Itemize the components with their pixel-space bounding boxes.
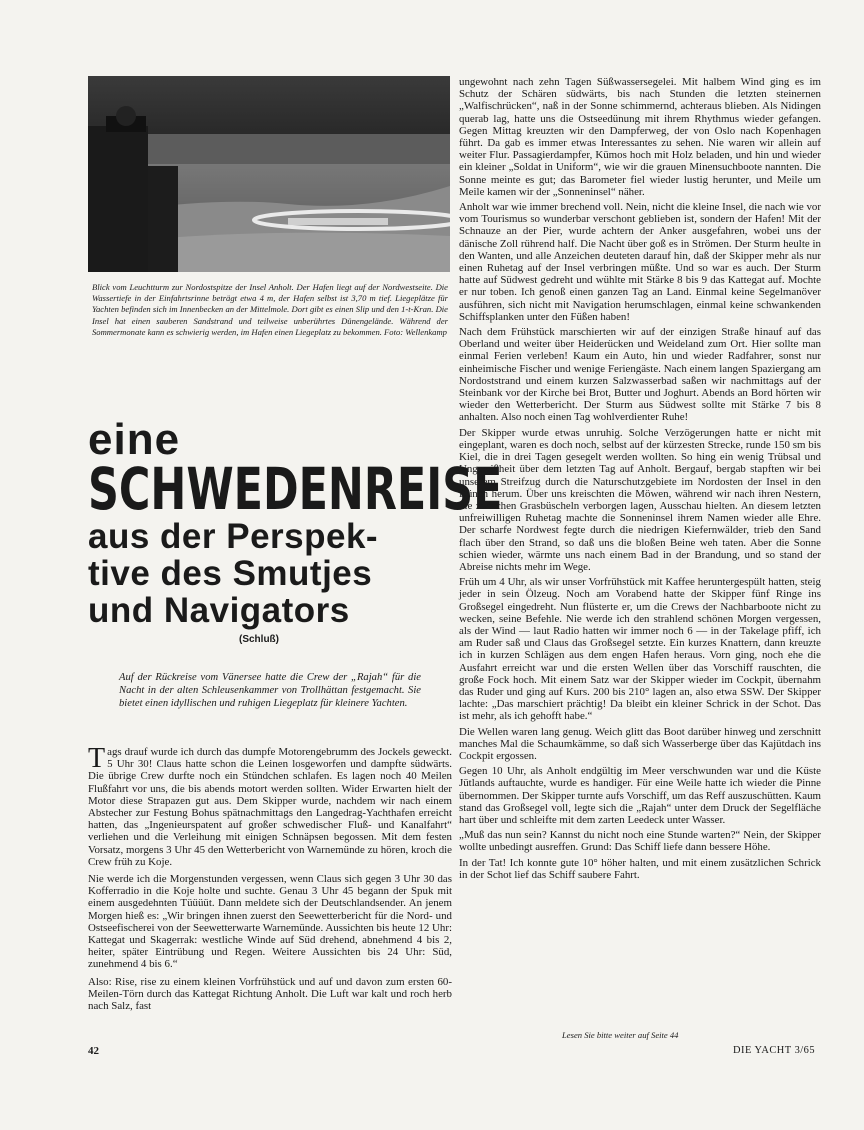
right-column: [459, 76, 821, 884]
photo-illustration: [88, 76, 450, 272]
left-body: [88, 743, 452, 1017]
paragraph: Also: Rise, rise zu einem kleinen Vorfrühstück und auf und davon zum ersten 60-Meilen-Törn durch das Kattegat Richtung Anholt. Die Luft war kalt und roch herb nach Salz, fast: [88, 975, 452, 1013]
title-line-4: tive des Smutjes: [88, 554, 373, 593]
paragraph: Anholt war wie immer brechend voll. Nein, nicht die kleine Insel, die nach wie vor vom Tourismus so wunderbar verschont geblieben ist, sondern der Hafen! Mit der Schnauze an der Pier, wurde achtern der Anker ausgefahren, wobei uns der dänische Zoll rührend half. Die Nacht über goß es in Strömen. Der Sturm heulte in den Wanten, und alle Anzeichen deuteten darauf hin, daß der Skipper mehr als nur einen Ruhetag auf der Insel verbringen müßte. Und so war es auch. Der Sturm hatte auf Südwest gedreht und wühlte mit Stärke 8 bis 9 das Kattegat auf. Mochte er nur toben. Ich genoß einen ganzen Tag an Land. Einmal keine Segelmanöver ausführen, sich nicht mit Navigation herumschlagen, einmal keine schwankenden Schiffsplanken unter den Füßen haben!: [459, 201, 822, 323]
paragraph: Die Wellen waren lang genug. Weich glitt das Boot darüber hinweg und zerschnitt manches Mal die Schaumkämme, so daß sich Wasserberge über das Kajütdach ins Cockpit ergossen.: [459, 725, 821, 762]
paragraph: Früh um 4 Uhr, als wir unser Vorfrühstück mit Kaffee heruntergespült hatten, steig jeder in sein Ölzeug. Noch am Vorabend hatte der Skipper fünf Ringe ins Großsegel eingedreht. Nun flüsterte er, um die Crews der Nachbarboote nicht zu wecken, seine Befehle. Nie werde ich den strahlend schönen Morgen vergessen, als der Wind — laut Radio hatten wir immer noch 6 — in der Takelage pfiff, ich am Ruder saß und Claus das Großsegel setzte. Ein kurzes Knattern, dann kreuzte ich in kurzen Schlägen aus dem engen Hafen heraus. Vorn ging, noch ehe die Ausfahrt erreicht war und die ersten Wellen über das Vorschiff rauschten, die große Fock hoch. Mit einem Satz war der Skipper wieder im Cockpit, übernahm das Ruder und ging auf Kurs. 200 bis 210° lagen an, also etwa SSW. Der Skipper lachte: „Das marschiert prächtig! Da bleibt ein kleiner Schrick in der Schot. Das ist mehr, als ich gehofft habe.“: [459, 576, 821, 723]
photo-caption: Blick vom Leuchtturm zur Nordostspitze der Insel Anholt. Der Hafen liegt auf der Nordwestseite. Die Wassertiefe in der Einfahrtsrinne beträgt etwa 4 m, der Hafen selbst ist 3,70 m tief. Liegeplätze für Yachten befinden sich im Innenbecken an der Mittelmole. Dort gibt es einen Slip und den 1-t-Kran. Die Insel hat einen sauberen Sandstrand und teilweise unberührtes Dünengelände. Während der Sommermonate kann es schwierig werden, im Hafen einen Liegeplatz zu bekommen. Foto: Wellenkamp: [92, 282, 448, 337]
title-line-5: und Navigators: [88, 591, 350, 630]
title-line-1: eine: [88, 415, 181, 464]
drop-cap: T: [88, 743, 106, 774]
article-intro: Auf der Rückreise vom Vänersee hatte die Crew der „Rajah“ für die Nacht in der alten Schleusenkammer von Trollhättan festgemacht. Sie bietet einen idyllischen und ruhigen Liegeplatz für kleinere Yachten.: [119, 672, 421, 709]
paragraph: [88, 743, 452, 868]
lighthouse-harbor-photo: [88, 76, 450, 272]
conclusion-marker: (Schluß): [239, 634, 279, 645]
paragraph: Nie werde ich die Morgenstunden vergessen, wenn Claus sich gegen 3 Uhr 30 das Kofferradio in die Koje holte und suchte. Genau 3 Uhr 45 begann der Spuk mit einem ausgedehnten Tüüüüt. Dann meldete sich der Deutschlandsender. An jenem Morgen hieß es: „Wir bringen ihnen zuerst den Seewetterbericht für die Nord- und Ostseefischerei von der Seewetterwarte Warnemünde. Aussichten bis heute 12 Uhr: Kattegat und Skagerrak: westliche Winde auf Süd drehend, abnehmend 4 bis 2, heiter, später Eintrübung und Regen. Weitere Aussichten bis 24 Uhr: Süd, zunehmend 4 bis 6.“: [88, 873, 452, 971]
left-column: [88, 76, 452, 338]
paragraph-text: ags drauf wurde ich durch das dumpfe Motorengebrumm des Jockels geweckt. 5 Uhr 30! Claus hatte schon die Leinen losgeworfen und dampfte südwärts. Die übrige Crew durfte noch ein Stündchen schlafen. Es lagen noch 40 Meilen Flußfahrt vor uns, die bis abends motort werden sollten. Wider Erwarten hielt der Motor diese Strapazen gut aus. Dem Skipper wurde, nachdem wir nach einem Abstecher zur Festung Bohus spätnachmittags den Langedrag-Yachthafen erreicht hatten, das „Ingenieurspatent auf großer schwedischer Fluß- und Kanalfahrt“ verliehen und die Verleihung mit einigen Schnäpsen begossen. Mit dem festen Vorsatz, morgens 3 Uhr 45 den Wetterbericht von Warnemünde zu hören, kroch die Crew früh zu Koje.: [88, 746, 452, 868]
paragraph: „Muß das nun sein? Kannst du nicht noch eine Stunde warten?“ Nein, der Skipper wollte unbedingt ausreffen. Grund: Das Schiff liefe dann bessere Höhe.: [459, 829, 821, 854]
title-main: SCHWEDENREISE: [88, 455, 503, 523]
continue-note: Lesen Sie bitte weiter auf Seite 44: [562, 1030, 679, 1040]
magazine-issue: DIE YACHT 3/65: [733, 1045, 816, 1056]
page-number: 42: [88, 1045, 99, 1057]
paragraph: Nach dem Frühstück marschierten wir auf der einzigen Straße hinauf auf das Oberland und weiter über Heiderücken und Weideland zum Ort. Hier sollte man einmal Ferien verleben! Kaum ein Auto, hin und wieder Radfahrer, sonst nur einheimische Fischer und wenige Feriengäste. Nach einem langen Spaziergang am Nordoststrand und einem kurzen Salzwasserbad saßen wir nachmittags auf der Steinbank vor der Kirche bei Brot, Butter und Joghurt. Abends an Bord hörten wir wieder den Wetterbericht. Der Sturm aus Südwest sollte mit Stärke 7 bis 8 anhalten. Also noch einen Tag wohlverdienter Ruhe!: [459, 326, 821, 424]
paragraph: Gegen 10 Uhr, als Anholt endgültig im Meer verschwunden war und die Küste Jütlands auftauchte, wurde es handiger. Für eine Weile hatte ich wieder die Pinne übernommen. Der Skipper turnte aufs Vorschiff, um das Reff auszuschütten. Kaum stand das Großsegel voll, legte sich die „Rajah“ unter dem Druck der Segelfläche hart über und schleifte mit dem zarten Leedeck unter Wasser.: [459, 765, 821, 826]
title-subtitle: [88, 518, 378, 629]
paragraph: In der Tat! Ich konnte gute 10° höher halten, und mit einem zusätzlichen Schrick in der Schot lief das Schiff saubere Fahrt.: [459, 856, 821, 881]
paragraph: ungewohnt nach zehn Tagen Süßwassersegelei. Mit halbem Wind ging es im Schutz der Schären südwärts, bis nach Stunden die letzten steinernen „Walfischrücken“, naß in der Sonne schimmernd, achteraus blieben. Als Nidingen querab lag, hatte uns die Ostseedünung mit ihrem Rhythmus wieder gefangen. Gegen Mittag kreuzten wir den Dampferweg, der von Oslo nach Kopenhagen führt. Da gab es immer etwas Interessantes zu sehen. Nie waren wir allein auf weiter Flur. Passagierdampfer, Kümos hoch mit Holz beladen, und hin und wieder ein kleiner „Soldat in Uniform“, wie wir die grauen Minensuchboote nannten. Die Sonne meinte es gut; das Barometer fiel wieder lustig herunter, und Meile um Meile kamen wir der „Sonneninsel“ näher.: [459, 76, 821, 198]
title-line-3: aus der Perspek-: [88, 517, 379, 556]
paragraph: Der Skipper wurde etwas unruhig. Solche Verzögerungen hatte er nicht mit eingeplant, waren es doch noch, selbst auf der kürzesten Strecke, runde 150 sm bis Kiel, die in drei Tagen gesegelt werden wollten. So hing ein wenig Trübsal und Ungewißheit über dem letzten Tag auf Anholt. Bergauf, bergab stapften wir bei unserem Streifzug durch die Naturschutzgebiete im Nordosten der Insel in den Dünen herum. Über uns kreischten die Möwen, während wir nach ihren Nestern, die zwischen Grasbüscheln verborgen lagen, Ausschau hielten. An diesem letzten unfreiwilligen Ruhetag machte die Sonneninsel ihrem Namen wieder alle Ehre. Der scharfe Nordwest fegte durch die niedrigen Kiefernwälder, trieb den Sand flach über den Strand, so daß uns die bloßen Beine weh taten. Aber die Sonne schien wieder, wärmte uns nach einem Bad in der Brandung, und so stand der Abreise nichts mehr im Wege.: [459, 426, 821, 573]
